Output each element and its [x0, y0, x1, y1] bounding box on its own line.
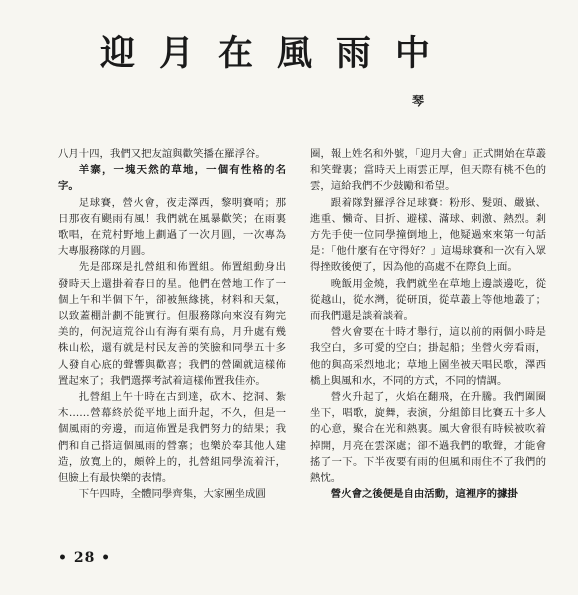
paragraph: 圈，報上姓名和外號，「迎月大會」正式開始在草叢和笑聲裏；當時天上雨雲正厚，但天際有桃不色的雲，這給我們不少鼓勵和希望。 [310, 148, 546, 193]
left-column [58, 146, 286, 502]
paragraph: 羊寨，一塊天然的草地，一個有性格的名字。 [58, 164, 286, 193]
article-title: 迎月在風雨中 [100, 33, 455, 74]
paragraph: 扎營組上午十時在古到達，砍木、挖洞、紮木……營幕終於從平地上面升起，不久，但是一個風雨的旁邊，而這佈置是我們努力的結果；我們和自己搭這個風雨的營寨；也樂於奉其他人建造，放寬上的，頗幹上的，扎營組同學流着汗，但臉上有最快樂的表情。 [58, 391, 286, 485]
paragraph: 營火會要在十時才舉行，這以前的兩個小時是我空白，多可愛的空白；掛起船；坐營火旁看雨，他的與高采烈地北；草地上園坐被天唱民歌，澤西橋上與風和水，不同的方式，不同的情調。 [310, 326, 546, 387]
author-name: 琴 [412, 94, 425, 108]
paragraph: 營火會之後便是自由活動，這裡序的據掛 [330, 488, 518, 501]
paragraph: 八月十四，我們又把友誼與歡笑播在羅浮谷。 [58, 148, 266, 160]
paragraph: 下午四時，全體同學齊集，大家團坐成圓 [78, 488, 266, 501]
paragraph: 營火升起了，火焰在翻飛，在升騰。我們圍圈坐下，唱歌，旋舞，表演，分組節目比賽五十多人的心意，聚合在光和熱裏。風大會很有時候被吹着掉開，月亮在雲深處；卻不過我們的歌聲，才能會搖了一下。下半夜要有雨的但風和雨住不了我們的熱忱。 [310, 391, 546, 485]
page-number: • 28 • [58, 550, 112, 566]
paragraph: 足球賽，營火會，夜走澤西，黎明賽哨；那日那夜有颶雨有風！我們就在風暴歡笑；在雨裏歌唱，在荒村野地上劃過了一次月圓，一次專為大專服務隊的月圓。 [58, 196, 286, 258]
paragraph: 跟着隊對羅浮谷足球賽：粉形、髮頭、嚴嶽、進重、懶奇、目折、避樣、滿球、刺激、熱烈。剎方先手使一位同學撞倒地上，他疑過來來第一句話是：「他什麼有在守得好？」這場球賽和一次有入眾得挫敗後便了，因為他的高處不在際負上面。 [310, 196, 546, 274]
paragraph: 晚飯用金燒，我們就坐在草地上邊談邊吃，從從越山，從水灣，從研頂，從草叢上等他地叢了；而我們還是談着談着。 [310, 277, 546, 323]
paragraph: 先是邵琛是扎營組和佈置組。佈置組動身出發時天上還掛着春日的星。他們在營地工作了一個上午和半個下午，卻被無緣挑，材料和天氣，以致蓋棚計劃不能實行。但服務隊向來沒有夠完美的，何況這荒谷山有海有栗有鳥，月升處有幾株山松，還有就是村民友善的笑臉和同學五十多人發自心底的聲響與歡喜；我們的營圍就這樣佈置起來了；我們選擇考試着這樣佈置我佳亦。 [58, 261, 286, 387]
right-column [310, 146, 546, 502]
